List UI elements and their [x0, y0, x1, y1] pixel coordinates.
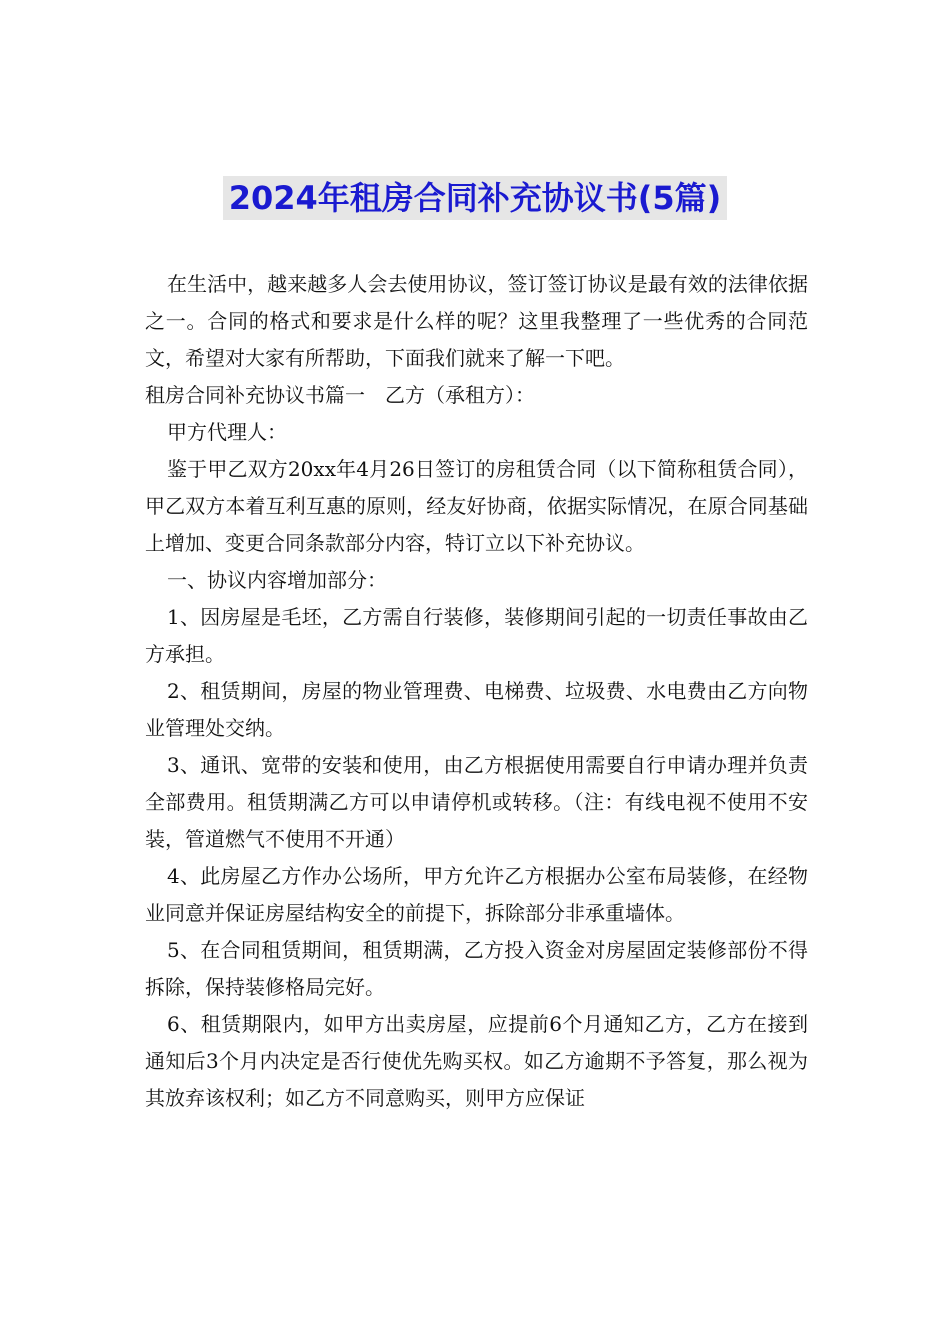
- title-container: [0, 176, 950, 220]
- paragraph-intro: 在生活中，越来越多人会去使用协议，签订签订协议是最有效的法律依据之一。合同的格式和要求是什么样的呢？这里我整理了一些优秀的合同范文，希望对大家有所帮助，下面我们就来了解一下吧。: [145, 272, 808, 370]
- paragraph-clause-6: 6、租赁期限内，如甲方出卖房屋，应提前6个月通知乙方，乙方在接到通知后3个月内决定是否行使优先购买权。如乙方逾期不予答复，那么视为其放弃该权利；如乙方不同意购买，则甲方应保证: [145, 1012, 808, 1110]
- paragraph-clause-1: 1、因房屋是毛坯，乙方需自行装修，装修期间引起的一切责任事故由乙方承担。: [145, 605, 808, 666]
- paragraph-clause-3: 3、通讯、宽带的安装和使用，由乙方根据使用需要自行申请办理并负责全部费用。租赁期满乙方可以申请停机或转移。（注：有线电视不使用不安装，管道燃气不使用不开通）: [145, 753, 808, 851]
- paragraph-agent: 甲方代理人：: [167, 420, 287, 444]
- paragraph-added-content-heading: 一、协议内容增加部分：: [167, 568, 387, 592]
- paragraph-clause-4: 4、此房屋乙方作办公场所，甲方允许乙方根据办公室布局装修，在经物业同意并保证房屋结构安全的前提下，拆除部分非承重墙体。: [145, 864, 808, 925]
- paragraph-preamble: 鉴于甲乙双方20xx年4月26日签订的房租赁合同（以下简称租赁合同），甲乙双方本着互利互惠的原则，经友好协商，依据实际情况，在原合同基础上增加、变更合同条款部分内容，特订立以下补充协议。: [145, 457, 808, 555]
- paragraph-section-heading: 租房合同补充协议书篇一 乙方（承租方）：: [145, 383, 535, 407]
- document-title: 2024年租房合同补充协议书(5篇): [223, 176, 728, 220]
- paragraph-clause-5: 5、在合同租赁期间，租赁期满，乙方投入资金对房屋固定装修部份不得拆除，保持装修格局完好。: [145, 938, 808, 999]
- document-body: [145, 266, 808, 1117]
- paragraph-clause-2: 2、租赁期间，房屋的物业管理费、电梯费、垃圾费、水电费由乙方向物业管理处交纳。: [145, 679, 808, 740]
